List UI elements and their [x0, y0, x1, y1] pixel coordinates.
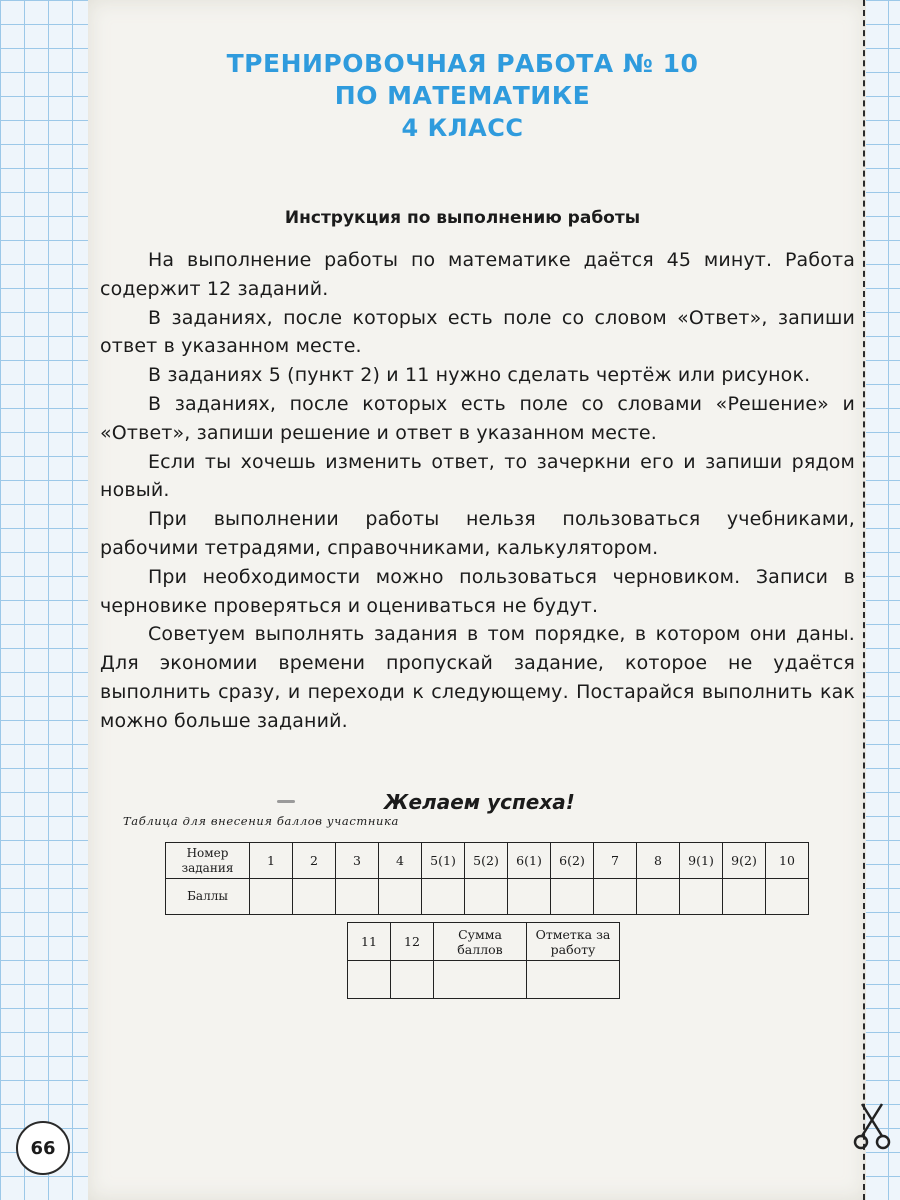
instructions-body	[100, 246, 855, 736]
instruction-paragraph: В заданиях, после которых есть поле со словами «Решение» и «Ответ», запиши решение и ответ в указанном месте.	[100, 392, 855, 444]
points-cell[interactable]	[250, 879, 293, 915]
title-line-2: ПО МАТЕМАТИКЕ	[334, 81, 591, 110]
task-number-cell: 9(2)	[723, 843, 766, 879]
points-cell[interactable]	[348, 961, 391, 999]
points-cell[interactable]	[465, 879, 508, 915]
grade-header: Отметка за работу	[527, 923, 620, 961]
table-row	[166, 843, 809, 879]
sum-table	[347, 922, 620, 999]
sum-header: Сумма баллов	[434, 923, 527, 961]
task-number-cell: 5(1)	[422, 843, 465, 879]
points-cell[interactable]	[594, 879, 637, 915]
points-cell[interactable]	[336, 879, 379, 915]
task-number-cell: 11	[348, 923, 391, 961]
task-number-label: Номер задания	[166, 843, 250, 879]
instruction-paragraph: Советуем выполнять задания в том порядке, в котором они даны. Для экономии времени пропускай задание, которое не удаётся выполнить сразу, и переходи к следующему. Постарайся выполнить как можно больше заданий.	[100, 623, 855, 732]
scissors-icon	[852, 1100, 892, 1152]
points-cell[interactable]	[391, 961, 434, 999]
instruction-paragraph: При необходимости можно пользоваться черновиком. Записи в черновике проверяться и оцениваться не будут.	[100, 565, 855, 617]
score-table	[165, 842, 809, 915]
points-cell[interactable]	[422, 879, 465, 915]
points-cell[interactable]	[508, 879, 551, 915]
title-line-1: ТРЕНИРОВОЧНАЯ РАБОТА № 10	[226, 49, 699, 78]
instruction-paragraph: На выполнение работы по математике даётся 45 минут. Работа содержит 12 заданий.	[100, 249, 855, 300]
task-number-cell: 12	[391, 923, 434, 961]
score-table-caption: Таблица для внесения баллов участника	[123, 814, 399, 828]
instruction-paragraph: При выполнении работы нельзя пользоваться учебниками, рабочими тетрадями, справочниками, калькулятором.	[100, 508, 855, 559]
good-luck-text: Желаем успеха!	[384, 790, 575, 814]
instruction-paragraph: В заданиях, после которых есть поле со словом «Ответ», запиши ответ в указанном месте.	[100, 306, 855, 358]
small-stamp-mark	[277, 800, 295, 803]
task-number-cell: 6(2)	[551, 843, 594, 879]
task-number-cell: 1	[250, 843, 293, 879]
page-title	[100, 48, 825, 144]
table-row	[348, 961, 620, 999]
instructions-heading: Инструкция по выполнению работы	[284, 208, 641, 228]
points-cell[interactable]	[637, 879, 680, 915]
points-cell[interactable]	[293, 879, 336, 915]
task-number-cell: 4	[379, 843, 422, 879]
points-cell[interactable]	[551, 879, 594, 915]
points-label: Баллы	[166, 879, 250, 915]
instruction-paragraph: Если ты хочешь изменить ответ, то зачеркни его и запиши рядом новый.	[100, 450, 855, 502]
cut-line	[863, 0, 865, 1200]
title-line-3: 4 КЛАСС	[401, 114, 524, 142]
task-number-cell: 5(2)	[465, 843, 508, 879]
points-cell[interactable]	[766, 879, 809, 915]
task-number-cell: 3	[336, 843, 379, 879]
task-number-cell: 8	[637, 843, 680, 879]
instruction-paragraph: В заданиях 5 (пункт 2) и 11 нужно сделать чертёж или рисунок.	[148, 364, 811, 387]
grade-cell[interactable]	[527, 961, 620, 999]
task-number-cell: 10	[766, 843, 809, 879]
points-cell[interactable]	[379, 879, 422, 915]
task-number-cell: 2	[293, 843, 336, 879]
task-number-cell: 6(1)	[508, 843, 551, 879]
task-number-cell: 7	[594, 843, 637, 879]
table-row	[348, 923, 620, 961]
sum-cell[interactable]	[434, 961, 527, 999]
points-cell[interactable]	[680, 879, 723, 915]
page-number: 66	[16, 1121, 70, 1175]
task-number-cell: 9(1)	[680, 843, 723, 879]
table-row	[166, 879, 809, 915]
points-cell[interactable]	[723, 879, 766, 915]
